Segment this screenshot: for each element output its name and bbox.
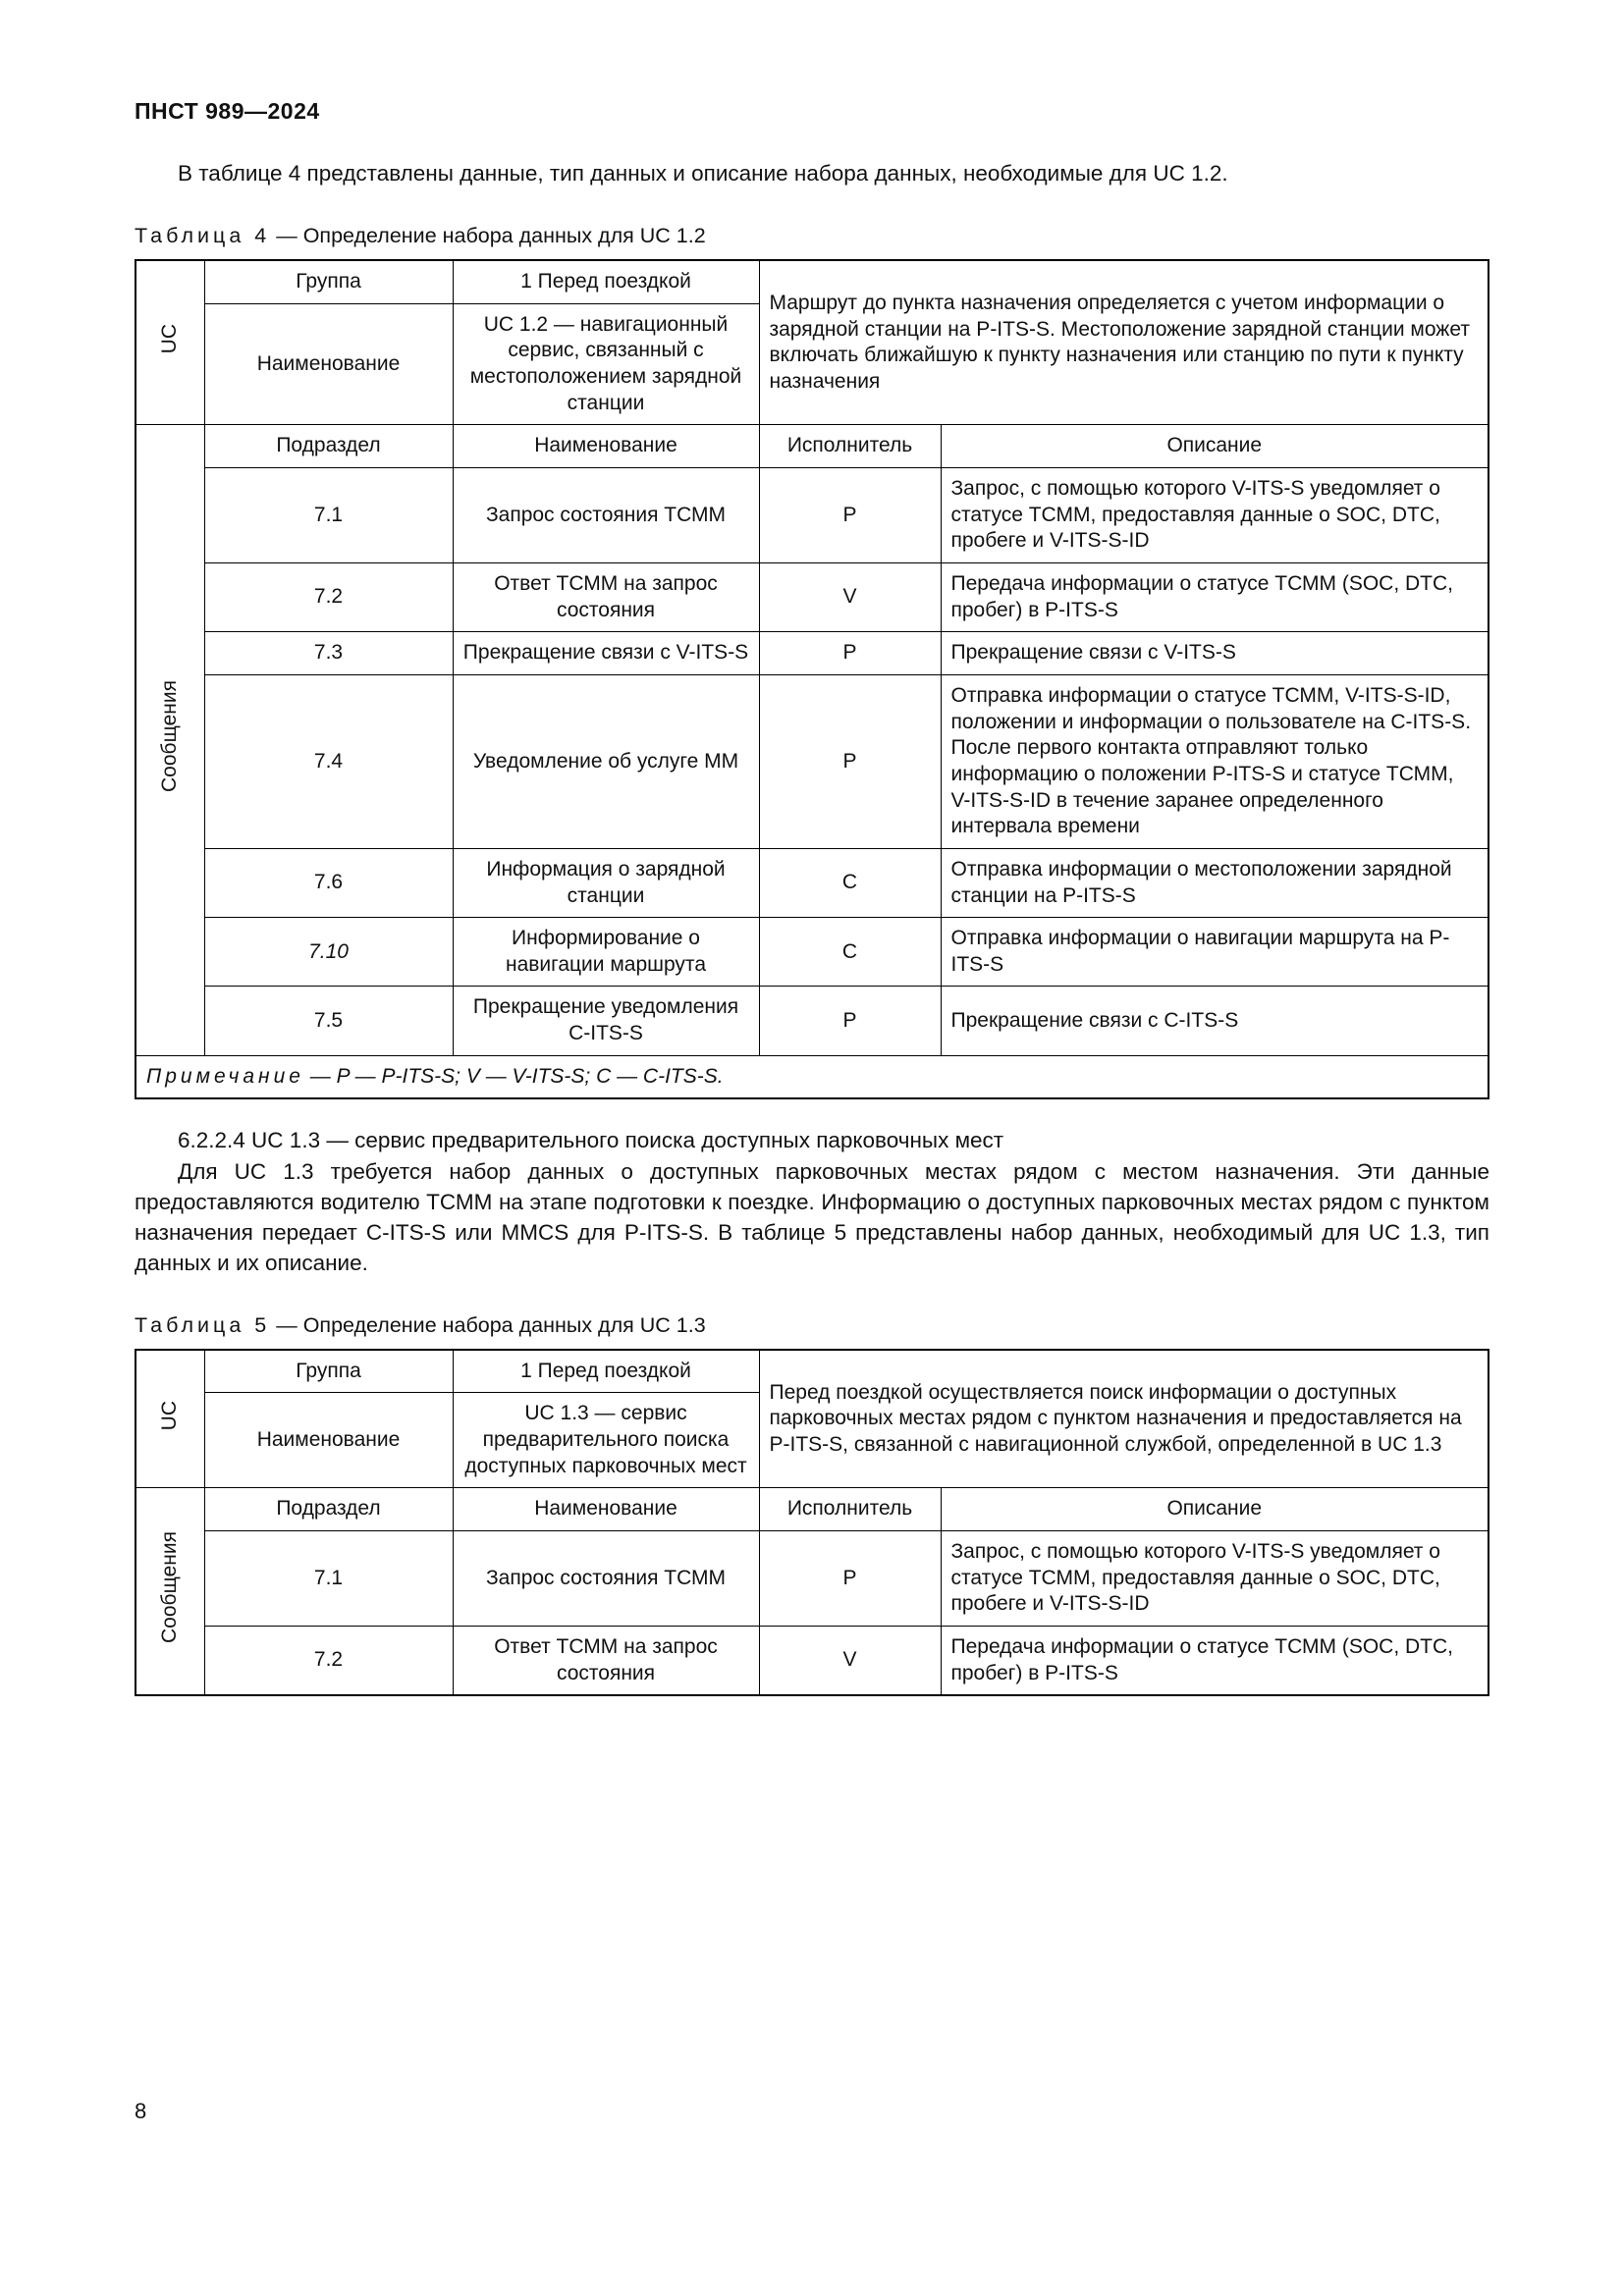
table4-uc-description: Маршрут до пункта назначения определяется с учетом информации о зарядной станции на P-ITS-S. Местоположение зарядной станции может включать ближайшую к пункту назначения или станцию по пути к пункту назначения (759, 260, 1489, 425)
table5-group-value: 1 Перед поездкой (453, 1350, 759, 1393)
cell-executor: P (759, 467, 941, 562)
table4-group-label: Группа (204, 260, 453, 303)
table4-col-description: Описание (941, 425, 1489, 468)
cell-description: Запрос, с помощью которого V-ITS-S уведомляет о статусе ТСММ, предоставляя данные о SOC, DTC, пробеге и V-ITS-S-ID (941, 467, 1489, 562)
table4-caption-label: Таблица 4 (135, 224, 271, 248)
cell-name: Прекращение связи с V-ITS-S (453, 632, 759, 675)
section-paragraph: Для UC 1.3 требуется набор данных о доступных парковочных местах рядом с местом назначения. Эти данные предоставляются водителю ТСММ на этапе подготовки к поездке. Информацию о доступных парковочных местах рядом с пунктом назначения передает C-ITS-S или MMCS для P-ITS-S. В таблице 5 представлены набор данных, необходимый для UC 1.3, тип данных и их описание. (135, 1158, 1489, 1275)
table4-col-name: Наименование (453, 425, 759, 468)
cell-executor: V (759, 1626, 941, 1695)
cell-executor: P (759, 632, 941, 675)
intro-paragraph: В таблице 4 представлены данные, тип данных и описание набора данных, необходимые для UC 1.2. (178, 161, 1228, 186)
table-row (135, 848, 1489, 917)
cell-name: Прекращение уведомления C-ITS-S (453, 987, 759, 1055)
cell-description: Прекращение связи с V-ITS-S (941, 632, 1489, 675)
table-row (135, 1626, 1489, 1695)
table-row (135, 1530, 1489, 1626)
table-row (135, 562, 1489, 631)
table-row (135, 467, 1489, 562)
table4-group-value: 1 Перед поездкой (453, 260, 759, 303)
table5-group-label: Группа (204, 1350, 453, 1393)
table5-uc-vertical-label: UC (157, 1400, 181, 1430)
table5-caption-text: — Определение набора данных для UC 1.3 (276, 1312, 706, 1337)
table4-caption (135, 224, 1489, 248)
table-row (135, 918, 1489, 987)
table4-name-value: UC 1.2 — навигационный сервис, связанный с местоположением зарядной станции (453, 303, 759, 425)
table4-note (135, 1055, 1489, 1098)
cell-name: Ответ ТСММ на запрос состояния (453, 562, 759, 631)
cell-subsection: 7.2 (204, 1626, 453, 1695)
cell-subsection: 7.2 (204, 562, 453, 631)
table4 (135, 259, 1489, 1099)
table4-name-label: Наименование (204, 303, 453, 425)
cell-description: Отправка информации о местоположении зарядной станции на P-ITS-S (941, 848, 1489, 917)
table5-messages-vertical-label: Сообщения (157, 1531, 181, 1644)
cell-description: Отправка информации о статусе ТСММ, V-ITS-S-ID, положении и информации о пользователе на C-ITS-S. После первого контакта отправляют только информацию о положении P-ITS-S и статусе ТСММ, V-ITS-S-ID в течение заранее определенного интервала времени (941, 674, 1489, 848)
table4-col-executor: Исполнитель (759, 425, 941, 468)
table-row (135, 674, 1489, 848)
cell-description: Передача информации о статусе ТСММ (SOC, DTC, пробег) в P-ITS-S (941, 1626, 1489, 1695)
table4-caption-text: — Определение набора данных для UC 1.2 (276, 224, 706, 248)
cell-name: Информирование о навигации маршрута (453, 918, 759, 987)
table5-messages-vertical-cell (135, 1488, 204, 1695)
table5-header-row (135, 1488, 1489, 1531)
table5-col-executor: Исполнитель (759, 1488, 941, 1531)
table4-uc-group-row (135, 260, 1489, 303)
table5-caption-label: Таблица 5 (135, 1312, 271, 1337)
cell-executor: P (759, 674, 941, 848)
cell-name: Запрос состояния ТСММ (453, 1530, 759, 1626)
table5 (135, 1349, 1489, 1697)
cell-executor: V (759, 562, 941, 631)
cell-executor: P (759, 987, 941, 1055)
table5-uc-vertical-cell (135, 1350, 204, 1488)
cell-executor: P (759, 1530, 941, 1626)
cell-description: Передача информации о статусе ТСММ (SOC, DTC, пробег) в P-ITS-S (941, 562, 1489, 631)
table4-col-subsection: Подраздел (204, 425, 453, 468)
page-number: 8 (135, 2099, 147, 2123)
table5-uc-description: Перед поездкой осуществляется поиск информации о доступных парковочных местах рядом с пунктом назначения и предоставляется на P-ITS-S, связанной с навигационной службой, определенной в UC 1.3 (759, 1350, 1489, 1488)
table5-col-name: Наименование (453, 1488, 759, 1531)
cell-subsection: 7.1 (204, 467, 453, 562)
table5-col-description: Описание (941, 1488, 1489, 1531)
cell-subsection: 7.1 (204, 1530, 453, 1626)
table4-messages-vertical-cell (135, 425, 204, 1055)
cell-executor: C (759, 918, 941, 987)
document-code: ПНСТ 989—2024 (135, 98, 320, 124)
cell-executor: C (759, 848, 941, 917)
cell-name: Информация о зарядной станции (453, 848, 759, 917)
cell-subsection: 7.4 (204, 674, 453, 848)
table4-note-row (135, 1055, 1489, 1098)
table4-uc-vertical-label: UC (157, 324, 181, 354)
cell-subsection: 7.5 (204, 987, 453, 1055)
table4-messages-vertical-label: Сообщения (157, 680, 181, 793)
table5-name-value: UC 1.3 — сервис предварительного поиска доступных парковочных мест (453, 1393, 759, 1488)
cell-description: Отправка информации о навигации маршрута на P-ITS-S (941, 918, 1489, 987)
table5-name-label: Наименование (204, 1393, 453, 1488)
table4-note-label: Примечание (146, 1064, 304, 1088)
table4-header-row (135, 425, 1489, 468)
cell-name: Ответ ТСММ на запрос состояния (453, 1626, 759, 1695)
cell-description: Прекращение связи с C-ITS-S (941, 987, 1489, 1055)
cell-subsection: 7.10 (204, 918, 453, 987)
table4-note-text: — P — P-ITS-S; V — V-ITS-S; C — C-ITS-S. (309, 1064, 724, 1088)
cell-subsection: 7.6 (204, 848, 453, 917)
table5-uc-group-row (135, 1350, 1489, 1393)
table5-caption (135, 1313, 1489, 1338)
section-heading: 6.2.2.4 UC 1.3 — сервис предварительного поиска доступных парковочных мест (178, 1128, 1004, 1153)
cell-name: Запрос состояния ТСММ (453, 467, 759, 562)
table-row (135, 987, 1489, 1055)
cell-name: Уведомление об услуге ММ (453, 674, 759, 848)
table5-col-subsection: Подраздел (204, 1488, 453, 1531)
table4-uc-vertical-cell (135, 260, 204, 425)
cell-subsection: 7.3 (204, 632, 453, 675)
table-row (135, 632, 1489, 675)
cell-description: Запрос, с помощью которого V-ITS-S уведомляет о статусе ТСММ, предоставляя данные о SOC, DTC, пробеге и V-ITS-S-ID (941, 1530, 1489, 1626)
